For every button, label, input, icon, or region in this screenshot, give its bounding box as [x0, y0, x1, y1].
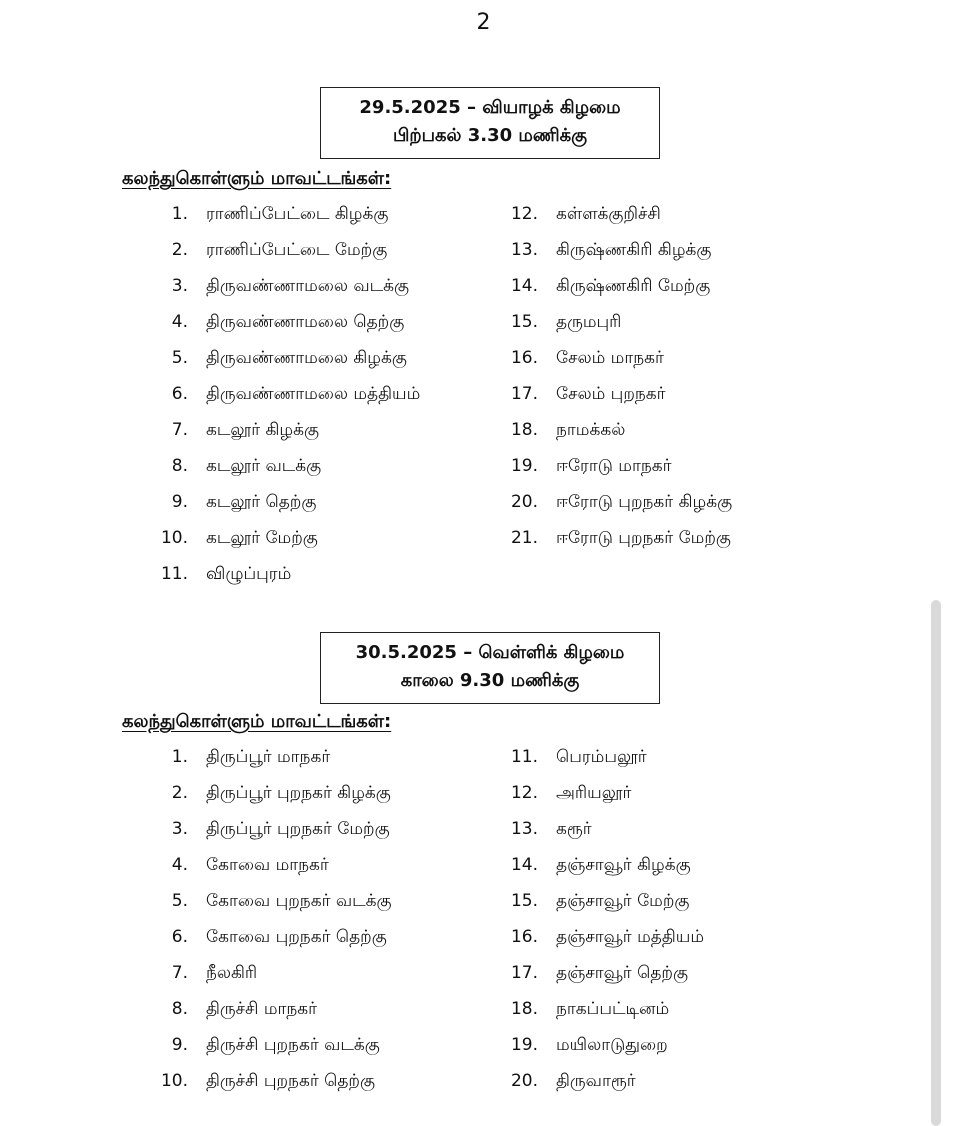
district-number: 5. [171, 348, 188, 368]
district-item [498, 232, 732, 268]
district-number: 14. [510, 276, 538, 296]
district-list-left [148, 739, 392, 1099]
district-item [148, 847, 392, 883]
district-number: 13. [510, 819, 538, 839]
district-number: 17. [510, 963, 538, 983]
district-name: கிருஷ்ணகிரி கிழக்கு [556, 240, 712, 260]
district-name: திருப்பூர் புறநகர் மேற்கு [206, 819, 390, 839]
district-name: திருப்பூர் மாநகர் [206, 747, 331, 767]
district-item [498, 1063, 704, 1099]
district-name: தருமபுரி [556, 312, 622, 332]
district-number: 15. [510, 891, 538, 911]
district-name: கோவை மாநகர் [206, 855, 329, 875]
district-item [148, 232, 420, 268]
district-name: திருவண்ணாமலை கிழக்கு [206, 348, 407, 368]
district-item [498, 376, 732, 412]
district-name: கோவை புறநகர் தெற்கு [206, 927, 387, 947]
district-item [498, 991, 704, 1027]
district-item [498, 955, 704, 991]
district-number: 19. [510, 456, 538, 476]
district-item [148, 268, 420, 304]
district-number: 3. [171, 819, 188, 839]
district-item [498, 484, 732, 520]
district-item [148, 484, 420, 520]
district-list-left [148, 196, 420, 592]
district-number: 7. [171, 420, 188, 440]
meeting-time-line: பிற்பகல் 3.30 மணிக்கு [392, 125, 588, 146]
district-name: திருச்சி புறநகர் தெற்கு [206, 1071, 375, 1091]
meeting-date-line: 29.5.2025 – வியாழக் கிழமை [359, 97, 621, 118]
district-name: பெரம்பலூர் [556, 747, 647, 767]
district-name: ஈரோடு புறநகர் கிழக்கு [556, 492, 733, 512]
district-item [148, 811, 392, 847]
district-item [148, 1027, 392, 1063]
district-name: நீலகிரி [206, 963, 258, 983]
district-item [148, 304, 420, 340]
district-item [498, 883, 704, 919]
district-item [498, 775, 704, 811]
district-name: திருவண்ணாமலை தெற்கு [206, 312, 405, 332]
district-name: ஈரோடு புறநகர் மேற்கு [556, 528, 731, 548]
district-item [498, 304, 732, 340]
district-number: 16. [510, 348, 538, 368]
district-item [148, 775, 392, 811]
district-name: கரூர் [556, 819, 592, 839]
district-number: 9. [171, 492, 188, 512]
district-number: 9. [171, 1035, 188, 1055]
district-item [498, 196, 732, 232]
district-number: 14. [510, 855, 538, 875]
page-number: 2 [476, 10, 491, 35]
district-item [498, 520, 732, 556]
district-number: 11. [160, 564, 188, 584]
district-number: 5. [171, 891, 188, 911]
district-number: 8. [171, 999, 188, 1019]
district-name: ராணிப்பேட்டை மேற்கு [206, 240, 388, 260]
district-number: 2. [171, 240, 188, 260]
district-item [148, 739, 392, 775]
district-item [498, 1027, 704, 1063]
district-list-right [498, 739, 704, 1099]
scrollbar[interactable] [931, 600, 941, 1126]
district-number: 18. [510, 999, 538, 1019]
district-number: 18. [510, 420, 538, 440]
district-number: 6. [171, 927, 188, 947]
district-item [498, 412, 732, 448]
district-item [498, 448, 732, 484]
district-item [498, 811, 704, 847]
district-item [148, 919, 392, 955]
district-name: நாகப்பட்டினம் [556, 999, 670, 1019]
district-item [148, 955, 392, 991]
district-name: கடலூர் மேற்கு [206, 528, 318, 548]
district-item [498, 268, 732, 304]
district-number: 6. [171, 384, 188, 404]
district-item [498, 919, 704, 955]
meeting-date-line: 30.5.2025 – வெள்ளிக் கிழமை [355, 642, 625, 663]
district-name: ஈரோடு மாநகர் [556, 456, 672, 476]
district-name: திருவண்ணாமலை வடக்கு [206, 276, 410, 296]
district-number: 16. [510, 927, 538, 947]
district-name: அரியலூர் [556, 783, 632, 803]
district-number: 12. [510, 204, 538, 224]
district-number: 13. [510, 240, 538, 260]
district-number: 3. [171, 276, 188, 296]
district-item [148, 883, 392, 919]
district-name: கடலூர் வடக்கு [206, 456, 322, 476]
district-item [148, 991, 392, 1027]
district-number: 20. [510, 492, 538, 512]
district-item [148, 412, 420, 448]
district-name: சேலம் மாநகர் [556, 348, 664, 368]
district-number: 1. [171, 747, 188, 767]
districts-heading: கலந்துகொள்ளும் மாவட்டங்கள்: [122, 711, 392, 732]
district-number: 4. [171, 312, 188, 332]
district-number: 10. [160, 528, 188, 548]
district-number: 15. [510, 312, 538, 332]
meeting-time-line: காலை 9.30 மணிக்கு [400, 670, 580, 691]
meeting-date-box-2 [320, 632, 660, 704]
district-item [148, 448, 420, 484]
district-number: 11. [510, 747, 538, 767]
district-item [148, 196, 420, 232]
district-name: கிருஷ்ணகிரி மேற்கு [556, 276, 711, 296]
district-item [148, 520, 420, 556]
district-item [498, 847, 704, 883]
district-name: சேலம் புறநகர் [556, 384, 666, 404]
district-name: திருச்சி மாநகர் [206, 999, 318, 1019]
district-name: திருவாரூர் [556, 1071, 636, 1091]
district-list-right [498, 196, 732, 556]
district-name: நாமக்கல் [556, 420, 626, 440]
district-name: ராணிப்பேட்டை கிழக்கு [206, 204, 389, 224]
meeting-date-box-1 [320, 87, 660, 159]
district-name: விழுப்புரம் [206, 564, 292, 584]
district-item [148, 556, 420, 592]
district-number: 19. [510, 1035, 538, 1055]
district-name: திருவண்ணாமலை மத்தியம் [206, 384, 421, 404]
district-number: 21. [510, 528, 538, 548]
district-number: 12. [510, 783, 538, 803]
district-number: 8. [171, 456, 188, 476]
district-number: 20. [510, 1071, 538, 1091]
district-name: தஞ்சாவூர் தெற்கு [556, 963, 688, 983]
district-number: 10. [160, 1071, 188, 1091]
district-item [498, 739, 704, 775]
district-name: கடலூர் தெற்கு [206, 492, 317, 512]
district-number: 2. [171, 783, 188, 803]
district-number: 7. [171, 963, 188, 983]
district-name: கள்ளக்குறிச்சி [556, 204, 661, 224]
district-name: திருச்சி புறநகர் வடக்கு [206, 1035, 380, 1055]
district-number: 4. [171, 855, 188, 875]
district-item [148, 376, 420, 412]
district-name: தஞ்சாவூர் மத்தியம் [556, 927, 705, 947]
district-name: கடலூர் கிழக்கு [206, 420, 319, 440]
district-name: மயிலாடுதுறை [556, 1035, 668, 1055]
district-number: 17. [510, 384, 538, 404]
district-item [148, 340, 420, 376]
district-number: 1. [171, 204, 188, 224]
district-item [148, 1063, 392, 1099]
district-name: கோவை புறநகர் வடக்கு [206, 891, 392, 911]
districts-heading: கலந்துகொள்ளும் மாவட்டங்கள்: [122, 168, 392, 189]
district-item [498, 340, 732, 376]
district-name: திருப்பூர் புறநகர் கிழக்கு [206, 783, 391, 803]
district-name: தஞ்சாவூர் மேற்கு [556, 891, 690, 911]
district-name: தஞ்சாவூர் கிழக்கு [556, 855, 691, 875]
